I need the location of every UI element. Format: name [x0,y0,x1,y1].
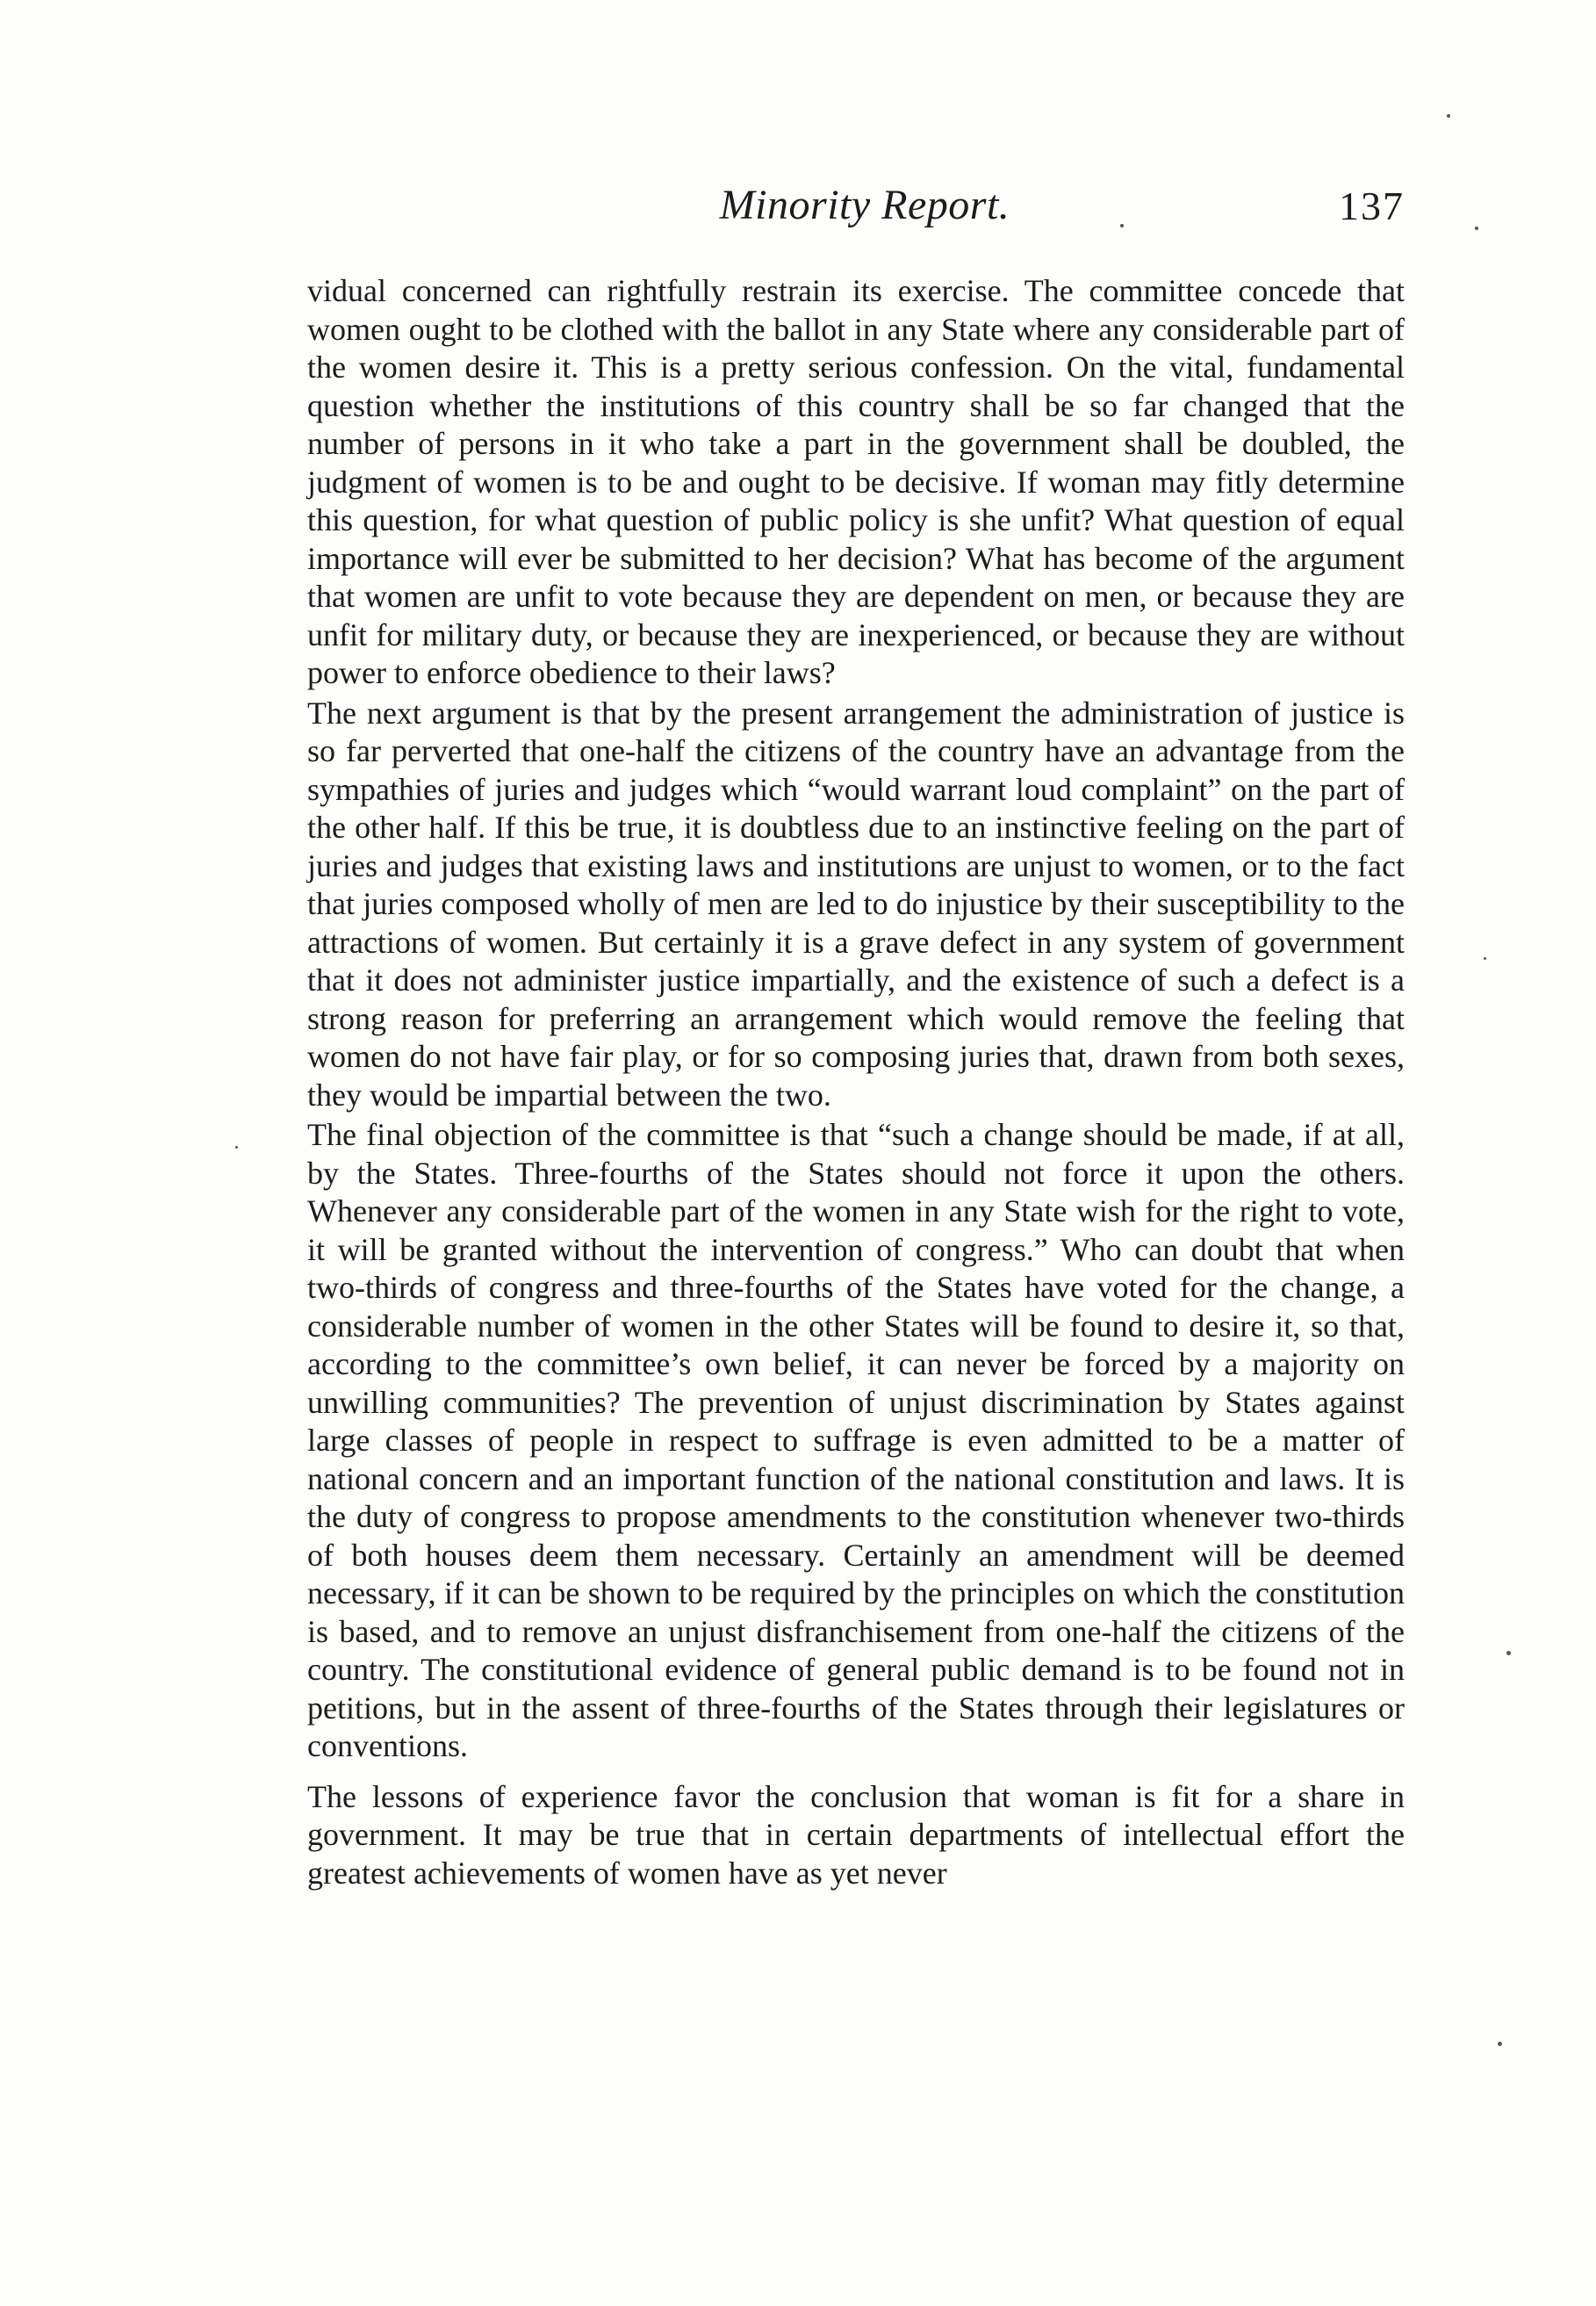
page-header [307,172,1422,242]
body-text [307,272,1405,1892]
scan-speck [1506,1651,1511,1655]
scan-speck [1484,957,1486,960]
paragraph-4: The lessons of experience favor the conclusion that woman is fit for a share in government. It may be true that in certain departments of intellectual effort the greatest achievements of women have as yet never [307,1778,1405,1891]
scan-speck [1475,227,1478,230]
scan-speck [1447,114,1450,118]
paragraph-1: vidual concerned can rightfully restrain its exercise. The committee concede that women ought to be clothed with the ballot in any State where any considerable part of the women desire it. This is a pretty serious confession. On the vital, fundamental question whether the institutions of this country shall be so far changed that the number of persons in it who take a part in the government shall be doubled, the judgment of women is to be and ought to be decisive. If woman may fitly determine this question, for what question of public policy is she unfit? What question of equal importance will ever be submitted to her decision? What has become of the argument that women are unfit to vote because they are dependent on men, or because they are unfit for military duty, or because they are inexperienced, or because they are without power to enforce obedience to their laws? [307,273,1405,690]
scan-speck [235,1146,238,1149]
paragraph-3: The final objection of the committee is that “such a change should be made, if at all, by the States. Three-fourths of the States should not force it upon the others. Whenever any considerable part of the women in any State wish for the right to vote, it will be granted without the intervention of congress.” Who can doubt that when two-thirds of congress and three-fourths of the States have voted for the change, a considerable number of women in the other States will be found to desire it, so that, according to the committee’s own belief, it can never be forced by a majority on unwilling communities? The prevention of unjust discrimination by States against large classes of people in respect to suffrage is even admitted to be a matter of national concern and an important function of the national constitution and laws. It is the duty of congress to propose amendments to the constitution whenever two-thirds of both houses deem them necessary. Certainly an amendment will be deemed necessary, if it can be shown to be required by the principles on which the constitution is based, and to remove an unjust disfranchisement from one-half the citizens of the country. The constitutional evidence of general public demand is to be found not in petitions, but in the assent of three-fourths of the States through their legislatures or conventions. [307,1117,1405,1763]
scan-speck [1498,2042,1502,2046]
running-title: Minority Report. [719,182,1010,228]
scan-speck [1120,224,1124,227]
page-number: 137 [1339,184,1405,228]
paragraph-2: The next argument is that by the present arrangement the administration of justice is so far perverted that one-half the citizens of the country have an advantage from the sympathies of juries and judges which “would warrant loud complaint” on the part of the other half. If this be true, it is doubtless due to an instinctive feeling on the part of juries and judges that existing laws and institutions are unjust to women, or to the fact that juries composed wholly of men are led to do injustice by their susceptibility to the attractions of women. But certainly it is a grave defect in any system of government that it does not administer justice impartially, and the existence of such a defect is a strong reason for preferring an arrangement which would remove the feeling that women do not have fair play, or for so composing juries that, drawn from both sexes, they would be impartial between the two. [307,695,1405,1113]
